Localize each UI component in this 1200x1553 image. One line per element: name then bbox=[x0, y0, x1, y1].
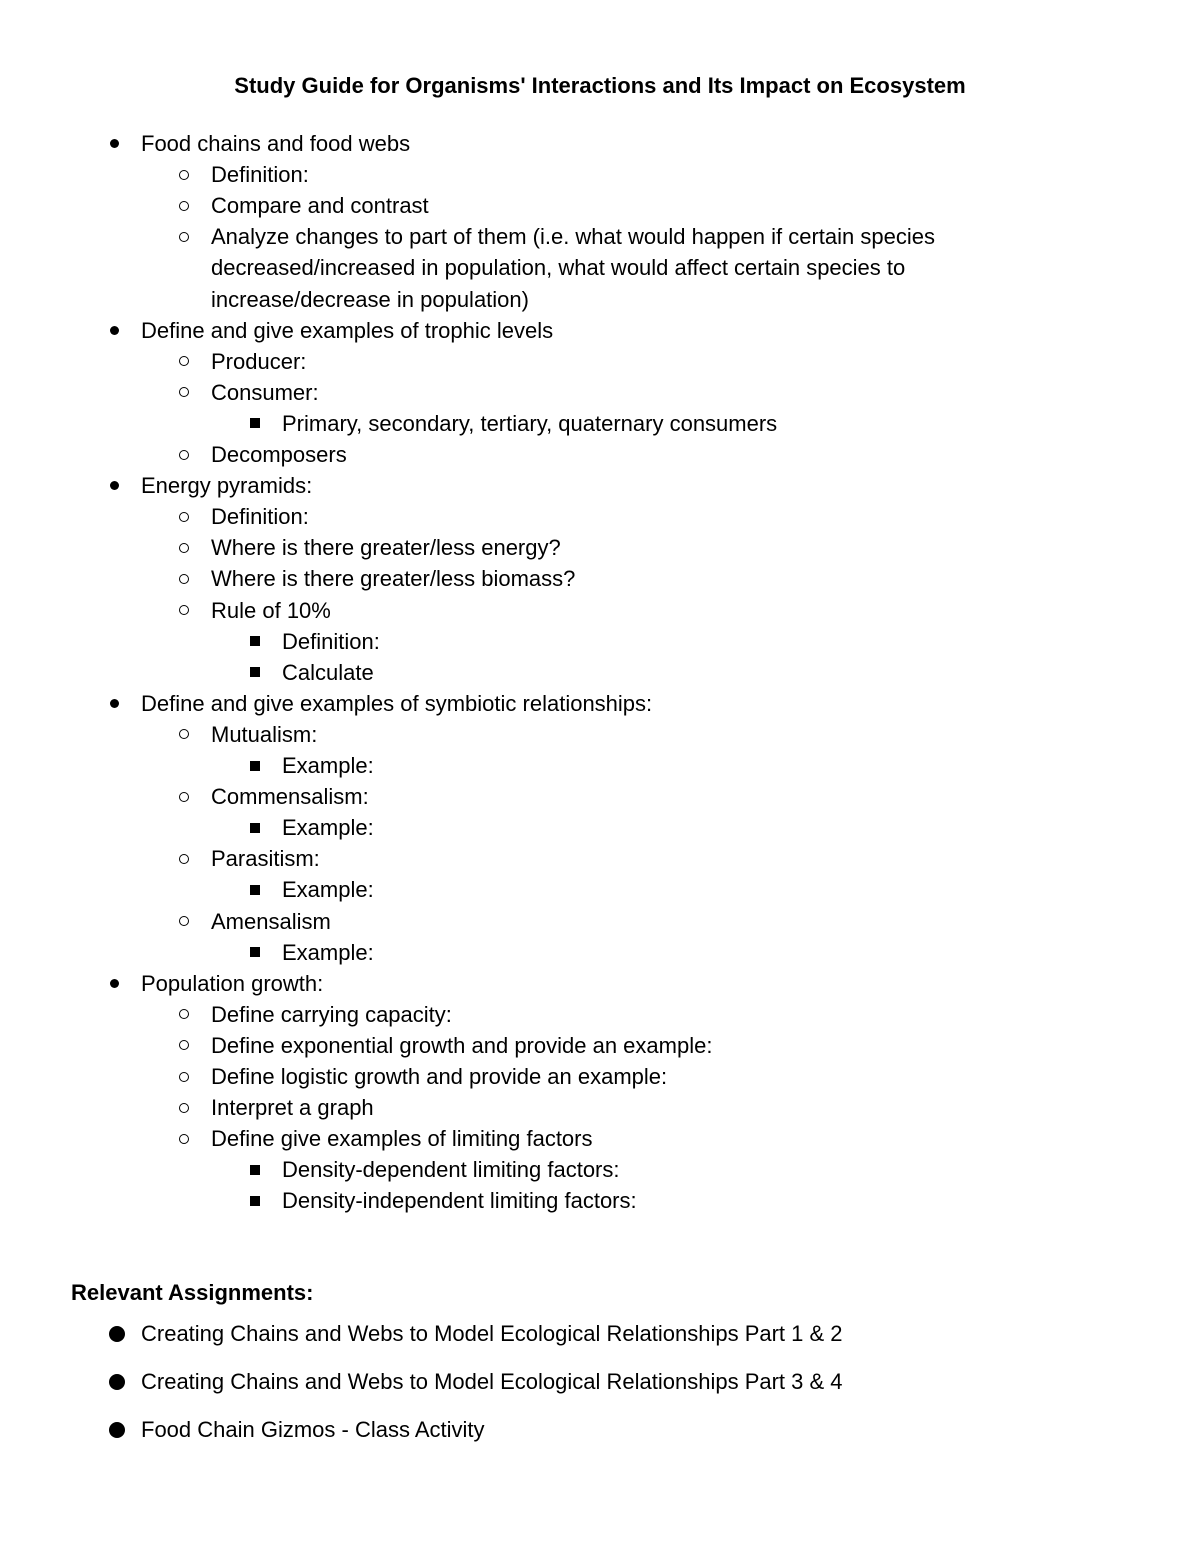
outline-item-level-2: Producer: bbox=[211, 348, 307, 374]
outline-item-level-3: Example: bbox=[282, 753, 374, 778]
circle-bullet-icon bbox=[179, 170, 189, 180]
assignment-item: Creating Chains and Webs to Model Ecological Relationships Part 3 & 4 bbox=[141, 1369, 843, 1394]
outline-item-level-3: Example: bbox=[282, 877, 374, 903]
outline-item-level-1: Food chains and food webs bbox=[141, 131, 411, 156]
circle-bullet-icon bbox=[179, 543, 189, 553]
outline-item-level-2: Where is there greater/less energy? bbox=[211, 535, 561, 561]
disc-bullet-icon bbox=[110, 979, 119, 988]
circle-bullet-icon bbox=[179, 729, 189, 739]
outline-item-level-2: Consumer: bbox=[211, 379, 319, 405]
disc-bullet-icon bbox=[110, 326, 119, 335]
outline-item-level-3: Example: bbox=[282, 815, 374, 841]
outline-item-level-2: Interpret a graph bbox=[211, 1095, 374, 1121]
assignment-item: Creating Chains and Webs to Model Ecological Relationships Part 1 & 2 bbox=[141, 1321, 843, 1346]
square-bullet-icon bbox=[250, 885, 260, 895]
outline-item-level-3: Density-independent limiting factors: bbox=[282, 1188, 637, 1214]
circle-bullet-icon bbox=[179, 854, 189, 864]
outline-item-level-2: Where is there greater/less biomass? bbox=[211, 566, 576, 592]
outline-item-level-2: Define give examples of limiting factors bbox=[211, 1126, 593, 1152]
square-bullet-icon bbox=[250, 1165, 260, 1175]
outline-item-level-2: Analyze changes to part of them (i.e. what would happen if certain species bbox=[211, 224, 935, 250]
outline-item-level-3: Density-dependent limiting factors: bbox=[282, 1157, 620, 1183]
outline-item-level-2: Amensalism bbox=[211, 908, 331, 934]
outline-continuation-text: increase/decrease in population) bbox=[211, 286, 529, 312]
outline-item-level-2: Parasitism: bbox=[211, 846, 320, 872]
outline-item-level-1: Population growth: bbox=[141, 970, 324, 996]
large-bullet-icon bbox=[109, 1374, 125, 1390]
outline-item-level-3: Definition: bbox=[282, 628, 380, 654]
outline-item-level-2: Definition: bbox=[211, 504, 309, 530]
square-bullet-icon bbox=[250, 761, 260, 771]
circle-bullet-icon bbox=[179, 1103, 189, 1113]
outline-item-level-3: Primary, secondary, tertiary, quaternary consumers bbox=[282, 410, 778, 436]
outline-item-level-2: Define logistic growth and provide an example: bbox=[211, 1064, 668, 1089]
square-bullet-icon bbox=[250, 947, 260, 957]
circle-bullet-icon bbox=[179, 1134, 189, 1144]
circle-bullet-icon bbox=[179, 356, 189, 366]
outline-item-level-1: Energy pyramids: bbox=[141, 473, 313, 499]
outline-item-level-2: Define carrying capacity: bbox=[211, 1001, 452, 1027]
disc-bullet-icon bbox=[110, 139, 119, 148]
circle-bullet-icon bbox=[179, 387, 189, 397]
circle-bullet-icon bbox=[179, 1072, 189, 1082]
outline-continuation-text: decreased/increased in population, what would affect certain species to bbox=[211, 255, 906, 281]
circle-bullet-icon bbox=[179, 450, 189, 460]
disc-bullet-icon bbox=[110, 481, 119, 490]
large-bullet-icon bbox=[109, 1422, 125, 1438]
outline-item-level-2: Definition: bbox=[211, 162, 309, 188]
large-bullet-icon bbox=[109, 1326, 125, 1342]
outline-item-level-3: Example: bbox=[282, 939, 374, 965]
assignment-item: Food Chain Gizmos - Class Activity bbox=[141, 1417, 485, 1442]
outline-item-level-2: Define exponential growth and provide an example: bbox=[211, 1032, 713, 1058]
circle-bullet-icon bbox=[179, 201, 189, 211]
assignments-heading: Relevant Assignments: bbox=[71, 1280, 314, 1305]
circle-bullet-icon bbox=[179, 512, 189, 522]
circle-bullet-icon bbox=[179, 574, 189, 584]
circle-bullet-icon bbox=[179, 792, 189, 802]
page-title: Study Guide for Organisms' Interactions and Its Impact on Ecosystem bbox=[234, 73, 966, 98]
outline-item-level-1: Define and give examples of trophic levels bbox=[141, 317, 554, 343]
outline-item-level-2: Mutualism: bbox=[211, 721, 318, 747]
square-bullet-icon bbox=[250, 636, 260, 646]
circle-bullet-icon bbox=[179, 232, 189, 242]
square-bullet-icon bbox=[250, 823, 260, 833]
circle-bullet-icon bbox=[179, 1009, 189, 1019]
square-bullet-icon bbox=[250, 418, 260, 428]
square-bullet-icon bbox=[250, 1196, 260, 1206]
outline-item-level-2: Commensalism: bbox=[211, 784, 369, 810]
outline-item-level-2: Compare and contrast bbox=[211, 193, 429, 219]
outline-item-level-2: Rule of 10% bbox=[211, 597, 331, 623]
square-bullet-icon bbox=[250, 667, 260, 677]
outline-item-level-3: Calculate bbox=[282, 659, 374, 685]
disc-bullet-icon bbox=[110, 699, 119, 708]
circle-bullet-icon bbox=[179, 605, 189, 615]
outline-item-level-2: Decomposers bbox=[211, 442, 347, 467]
circle-bullet-icon bbox=[179, 916, 189, 926]
outline-item-level-1: Define and give examples of symbiotic relationships: bbox=[141, 690, 653, 716]
circle-bullet-icon bbox=[179, 1040, 189, 1050]
